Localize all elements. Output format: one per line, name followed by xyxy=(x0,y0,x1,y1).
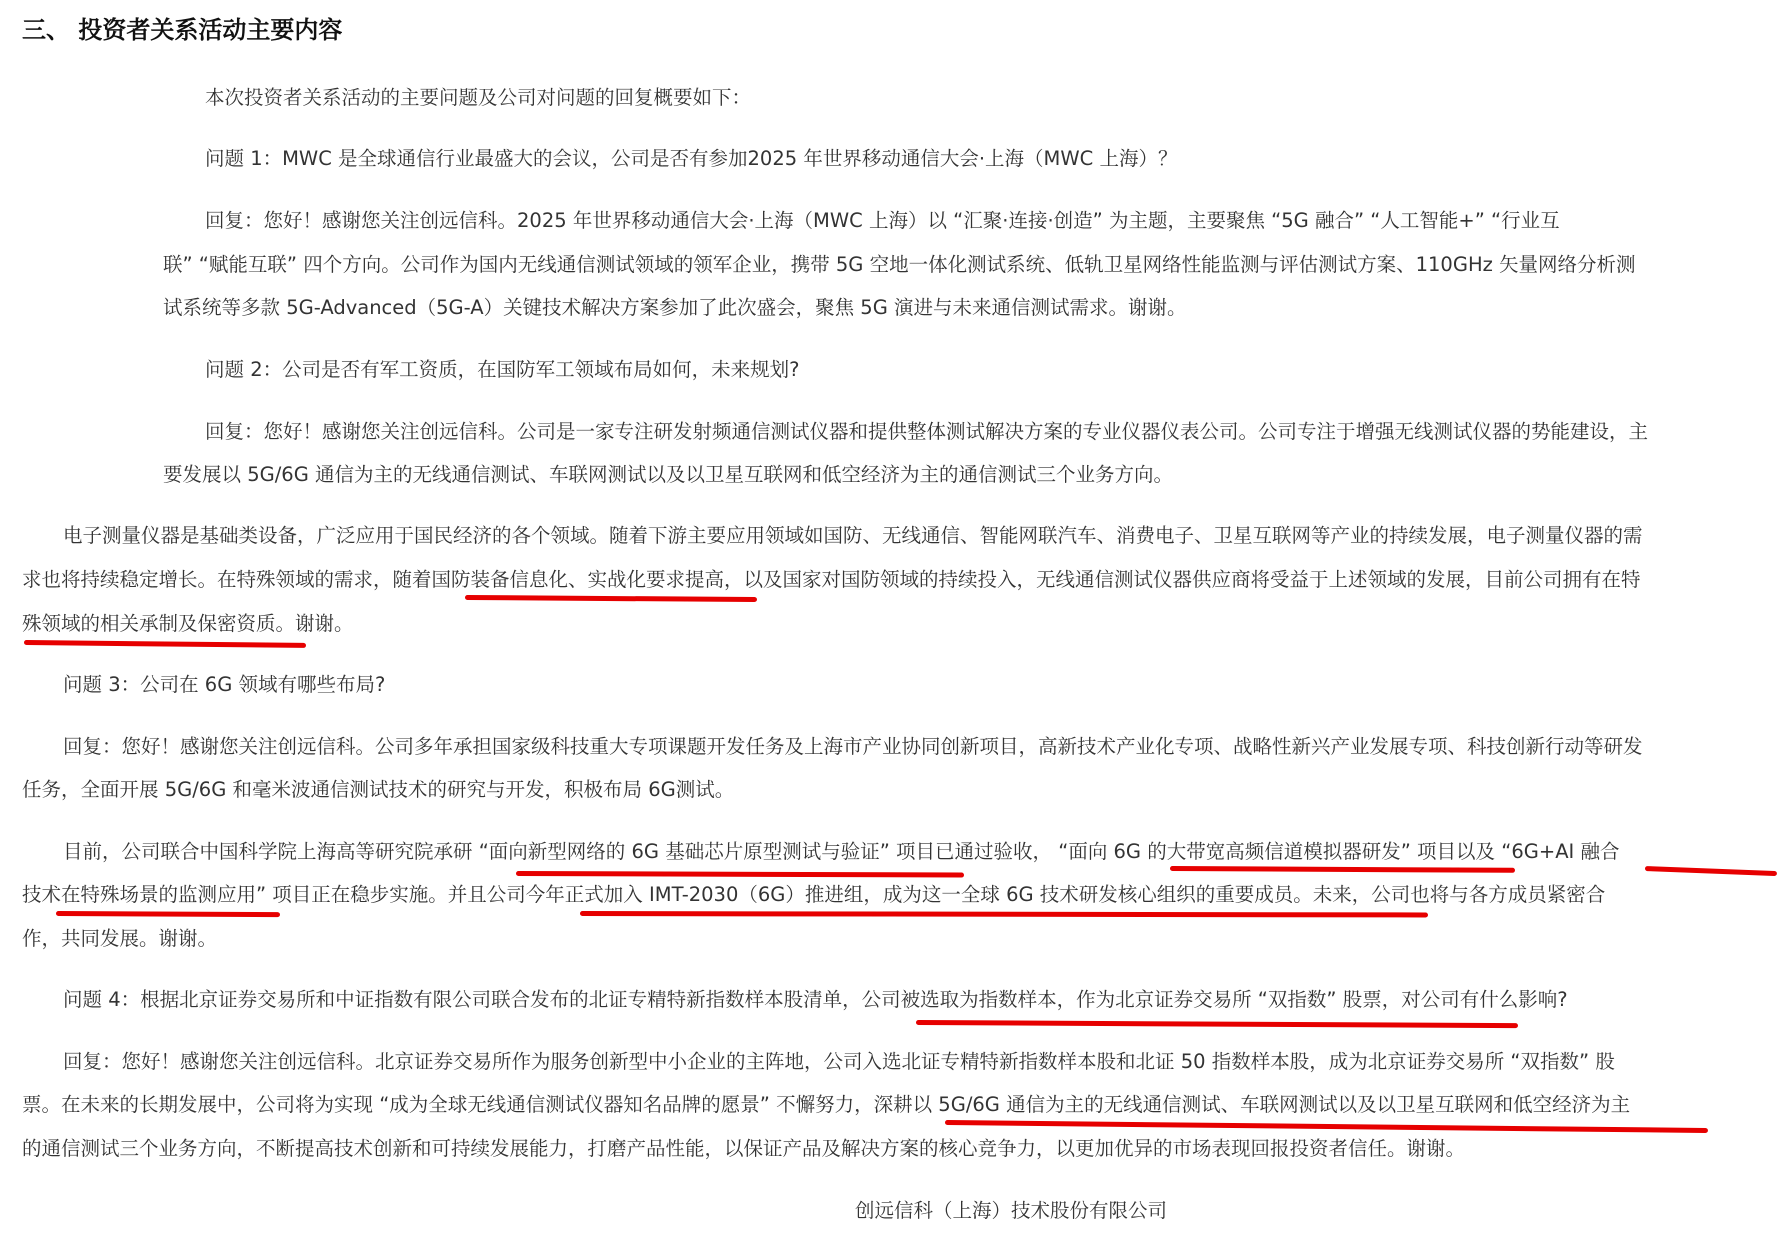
red-underline-annotation xyxy=(1645,866,1777,876)
red-underline-annotation xyxy=(1170,866,1515,873)
question-3: 问题 3：公司在 6G 领域有哪些布局? xyxy=(63,673,386,696)
red-underline-annotation xyxy=(580,911,1428,917)
answer-1-line-1: 回复：您好！感谢您关注创远信科。2025 年世界移动通信大会·上海（MWC 上海）以 “汇聚·连接·创造” 为主题，主要聚焦 “5G 融合” “人工智能+” “行业互 xyxy=(205,209,1560,232)
intro-line: 本次投资者关系活动的主要问题及公司对问题的回复概要如下： xyxy=(205,86,752,109)
red-underline-annotation xyxy=(56,911,280,917)
red-underline-annotation xyxy=(916,1020,1518,1028)
body-para-line-2: 求也将持续稳定增长。在特殊领域的需求，随着国防装备信息化、实战化要求提高，以及国家对国防领域的持续投入，无线通信测试仪器供应商将受益于上述领域的发展，目前公司拥有在特 xyxy=(22,568,1641,591)
section-heading: 三、 投资者关系活动主要内容 xyxy=(22,16,343,44)
red-underline-annotation xyxy=(516,871,964,878)
answer-4-line-1: 回复：您好！感谢您关注创远信科。北京证券交易所作为服务创新型中小企业的主阵地，公司入选北证专精特新指数样本股和北证 50 指数样本股，成为北京证券交易所 “双指数” 股 xyxy=(63,1050,1615,1073)
answer-4-line-2: 票。在未来的长期发展中，公司将为实现 “成为全球无线通信测试仪器知名品牌的愿景” 不懈努力，深耕以 5G/6G 通信为主的无线通信测试、车联网测试以及以卫星互联网和低空经济为主 xyxy=(22,1093,1631,1116)
red-underline-annotation xyxy=(945,1120,1708,1133)
question-1: 问题 1：MWC 是全球通信行业最盛大的会议，公司是否有参加2025 年世界移动通信大会·上海（MWC 上海）？ xyxy=(205,147,1178,170)
answer-2-line-2: 要发展以 5G/6G 通信为主的无线通信测试、车联网测试以及以卫星互联网和低空经济为主的通信测试三个业务方向。 xyxy=(163,463,1174,486)
answer-1-line-2: 联” “赋能互联” 四个方向。公司作为国内无线通信测试领域的领军企业，携带 5G 空地一体化测试系统、低轨卫星网络性能监测与评估测试方案、110GHz 矢量网络分析测 xyxy=(163,253,1636,276)
answer-2-line-1: 回复：您好！感谢您关注创远信科。公司是一家专注研发射频通信测试仪器和提供整体测试解决方案的专业仪器仪表公司。公司专注于增强无线测试仪器的势能建设，主 xyxy=(205,420,1649,443)
company-signature: 创远信科（上海）技术股份有限公司 xyxy=(855,1199,1168,1222)
red-underline-annotation xyxy=(24,640,306,648)
body-para-line-3: 殊领域的相关承制及保密资质。谢谢。 xyxy=(22,612,354,635)
body-para-line-1: 电子测量仪器是基础类设备，广泛应用于国民经济的各个领域。随着下游主要应用领域如国防、无线通信、智能网联汽车、消费电子、卫星互联网等产业的持续发展，电子测量仪器的需 xyxy=(63,524,1643,547)
answer-3b-line-1: 目前，公司联合中国科学院上海高等研究院承研 “面向新型网络的 6G 基础芯片原型测试与验证” 项目已通过验收， “面向 6G 的大带宽高频信道模拟器研发” 项目以及 “6G+AI 融合 xyxy=(63,840,1620,863)
answer-3-line-1: 回复：您好！感谢您关注创远信科。公司多年承担国家级科技重大专项课题开发任务及上海市产业协同创新项目，高新技术产业化专项、战略性新兴产业发展专项、科技创新行动等研发 xyxy=(63,735,1643,758)
red-underline-annotation xyxy=(465,595,757,602)
answer-1-line-3: 试系统等多款 5G-Advanced（5G-A）关键技术解决方案参加了此次盛会，聚焦 5G 演进与未来通信测试需求。谢谢。 xyxy=(163,296,1187,319)
question-2: 问题 2：公司是否有军工资质，在国防军工领域布局如何，未来规划? xyxy=(205,358,800,381)
answer-3b-line-2: 技术在特殊场景的监测应用” 项目正在稳步实施。并且公司今年正式加入 IMT-2030（6G）推进组，成为这一全球 6G 技术研发核心组织的重要成员。未来，公司也将与各方成员紧密合 xyxy=(22,883,1606,906)
answer-3b-line-3: 作，共同发展。谢谢。 xyxy=(22,927,218,950)
answer-4-line-3: 的通信测试三个业务方向，不断提高技术创新和可持续发展能力，打磨产品性能，以保证产品及解决方案的核心竞争力，以更加优异的市场表现回报投资者信任。谢谢。 xyxy=(22,1137,1466,1160)
answer-3-line-2: 任务，全面开展 5G/6G 和毫米波通信测试技术的研究与开发，积极布局 6G测试。 xyxy=(22,778,735,801)
question-4: 问题 4：根据北京证券交易所和中证指数有限公司联合发布的北证专精特新指数样本股清单，公司被选取为指数样本，作为北京证券交易所 “双指数” 股票，对公司有什么影响? xyxy=(63,988,1568,1011)
